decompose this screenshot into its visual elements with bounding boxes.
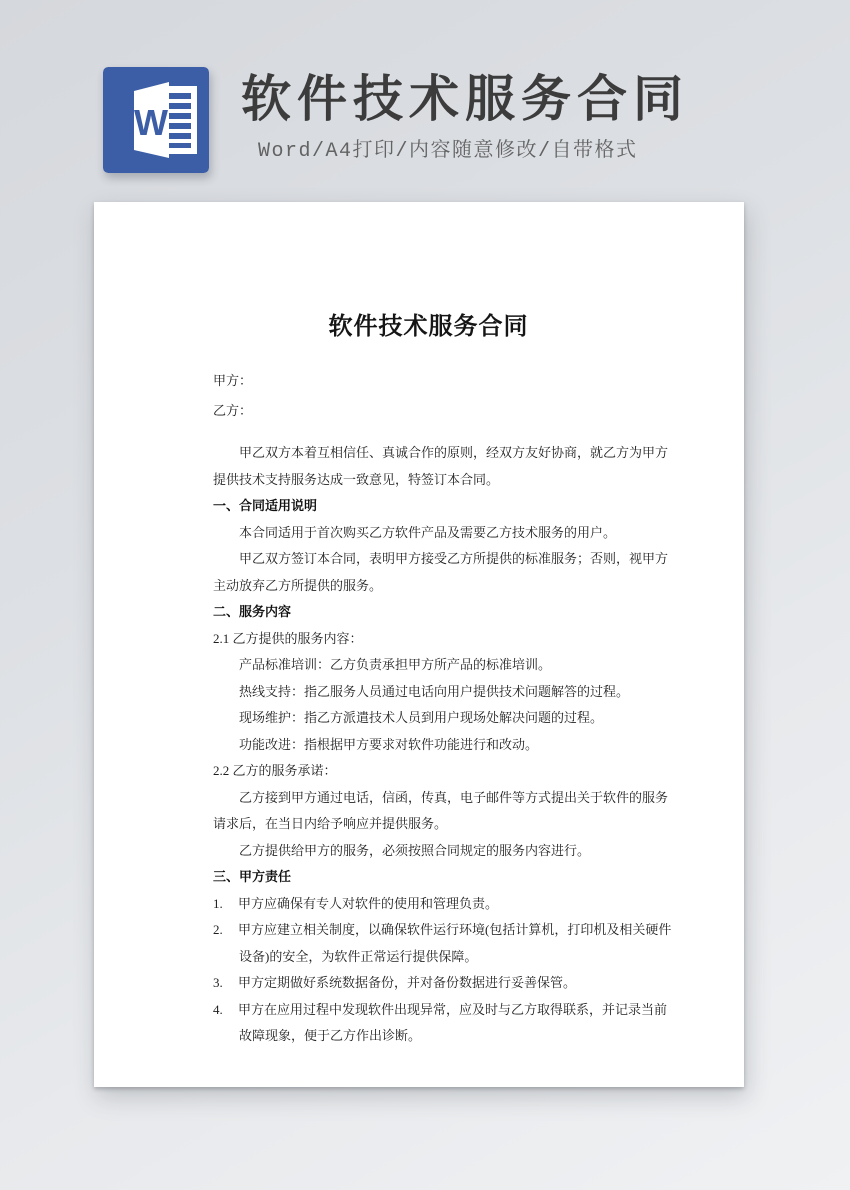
contract-title: 软件技术服务合同 [328, 314, 529, 340]
contract-line: 2.2 乙方的服务承诺： [213, 763, 337, 778]
list-number: 4. [213, 1001, 223, 1017]
list-number: 3. [213, 975, 223, 990]
word-icon-letter: W [134, 102, 168, 143]
contract-line [213, 917, 672, 944]
template-header [0, 0, 850, 200]
list-text: 甲方定期做好系统数据备份，并对备份数据进行妥善保管。 [238, 975, 577, 990]
contract-line: 甲乙双方签订本合同，表明甲方接受乙方所提供的标准服务；否则，视甲方 [239, 551, 669, 566]
contract-line: 热线支持：指乙服务人员通过电话向用户提供技术问题解答的过程。 [239, 683, 630, 699]
contract-line: 甲乙双方本着互相信任、真诚合作的原则，经双方友好协商，就乙方为甲方 [239, 445, 669, 460]
contract-line: 现场维护：指乙方派遣技术人员到用户现场处解决问题的过程。 [239, 710, 604, 725]
contract-line: 设备)的安全，为软件正常运行提供保障。 [239, 948, 478, 964]
contract-line: 功能改进：指根据甲方要求对软件功能进行和改动。 [239, 736, 539, 752]
contract-line: 2.1 乙方提供的服务内容： [213, 630, 363, 646]
list-number: 2. [213, 922, 223, 937]
contract-line [213, 891, 644, 918]
section-heading: 一、合同适用说明 [213, 498, 318, 513]
word-icon [103, 67, 209, 173]
list-number: 1. [213, 895, 223, 911]
contract-line: 故障现象，便于乙方作出诊断。 [239, 1028, 422, 1043]
list-text: 甲方应建立相关制度，以确保软件运行环境(包括计算机，打印机及相关硬件 [238, 922, 672, 937]
contract-line [213, 970, 644, 997]
template-subtitle: Word/A4打印/内容随意修改/自带格式 [258, 140, 638, 163]
section-heading: 二、服务内容 [213, 604, 292, 619]
list-text: 甲方应确保有专人对软件的使用和管理负责。 [238, 895, 499, 911]
section-heading: 三、甲方责任 [213, 869, 292, 884]
contract-line: 乙方接到甲方通过电话，信函，传真，电子邮件等方式提出关于软件的服务 [239, 789, 669, 805]
contract-line: 主动放弃乙方所提供的服务。 [213, 577, 383, 593]
contract-line: 乙方提供给甲方的服务，必须按照合同规定的服务内容进行。 [239, 842, 591, 858]
contract-line: 本合同适用于首次购买乙方软件产品及需要乙方技术服务的用户。 [239, 524, 617, 540]
contract-line: 产品标准培训：乙方负责承担甲方所产品的标准培训。 [239, 657, 552, 672]
contract-body [213, 440, 672, 1050]
template-title: 软件技术服务合同 [241, 71, 689, 127]
contract-line: 提供技术支持服务达成一致意见，特签订本合同。 [213, 471, 500, 487]
a4-document-page [94, 202, 744, 1087]
list-text: 甲方在应用过程中发现软件出现异常，应及时与乙方取得联系，并记录当前 [238, 1001, 668, 1017]
party-line-1: 乙方： [213, 403, 253, 418]
contract-parties [213, 366, 644, 426]
contract-line: 请求后，在当日内给予响应并提供服务。 [213, 816, 448, 831]
contract-line [213, 997, 668, 1024]
party-line-0: 甲方： [213, 373, 253, 388]
